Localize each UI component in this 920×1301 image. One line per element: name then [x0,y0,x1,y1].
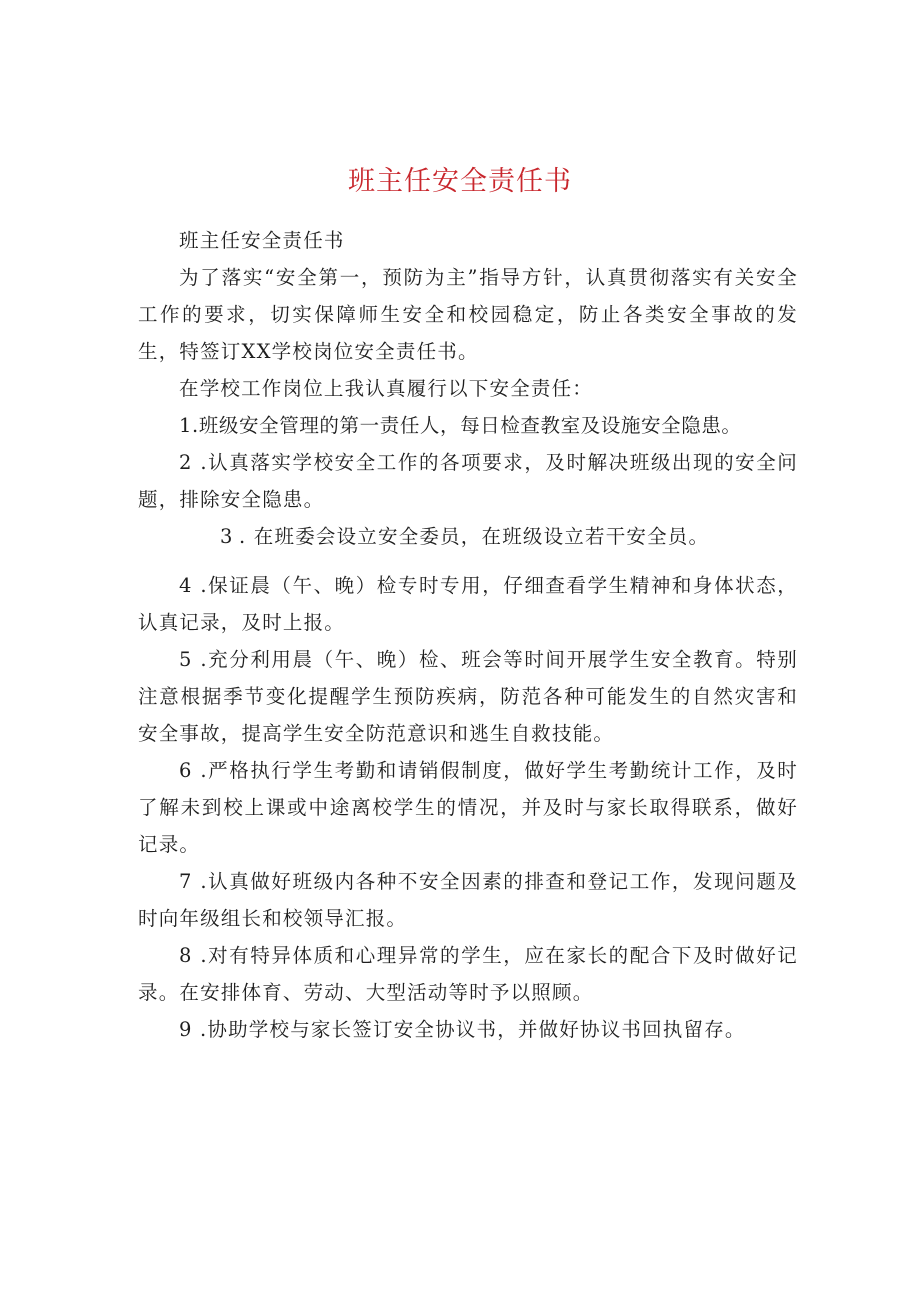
item-number: 4 . [179,574,208,597]
intro-paragraph: 为了落实“安全第一，预防为主”指导方针，认真贯彻落实有关安全工作的要求，切实保障师生安全和校园稳定，防止各类安全事故的发生，特签订XX学校岗位安全责任书。 [138,266,798,363]
item-text: 班级安全管理的第一责任人，每日检查教室及设施安全隐患。 [198,414,742,437]
item-text: 保证晨（午、晚）检专时专用，仔细查看学生精神和身体状态，认真记录，及时上报。 [138,574,799,634]
item-text: 充分利用晨（午、晚）检、班会等时间开展学生安全教育。特别注意根据季节变化提醒学生预防疾病，防范各种可能发生的自然灾害和安全事故，提高学生安全防范意识和逃生自救技能。 [138,648,799,745]
list-item [138,407,798,444]
list-item [138,937,798,1011]
item-number: 5 . [179,648,208,671]
item-text: 认真落实学校安全工作的各项要求，及时解决班级出现的安全问题，排除安全隐患。 [138,451,799,511]
item-text: 协助学校与家长签订安全协议书，并做好协议书回执留存。 [207,1018,746,1041]
item-number: 1. [179,414,199,437]
document-subtitle: 班主任安全责任书 [179,229,345,252]
item-number: 8 . [179,944,208,967]
item-number: 6 . [179,759,208,782]
list-item [138,1011,798,1048]
item-number: 9 . [179,1018,208,1041]
item-number: 2 . [179,451,208,474]
lead-paragraph: 在学校工作岗位上我认真履行以下安全责任： [179,377,594,400]
document-body [138,222,798,1048]
item-number: 3 [220,525,234,548]
item-text: 对有特异体质和心理异常的学生，应在家长的配合下及时做好记录。在安排体育、劳动、大型活动等时予以照顾。 [138,944,799,1004]
item-number: 7 . [179,870,208,893]
item-text: 严格执行学生考勤和请销假制度，做好学生考勤统计工作，及时了解未到校上课或中途离校学生的情况，并及时与家长取得联系，做好记录。 [138,759,799,856]
item-text: . 在班委会设立安全委员，在班级设立若干安全员。 [239,525,710,548]
list-item [138,863,798,937]
list-item [138,567,798,641]
list-item [138,444,798,518]
list-item [138,641,798,752]
item-text: 认真做好班级内各种不安全因素的排查和登记工作，发现问题及时向年级组长和校领导汇报。 [138,870,799,930]
list-item [138,752,798,863]
list-item [138,518,798,555]
document-title: 班主任安全责任书 [348,166,572,197]
